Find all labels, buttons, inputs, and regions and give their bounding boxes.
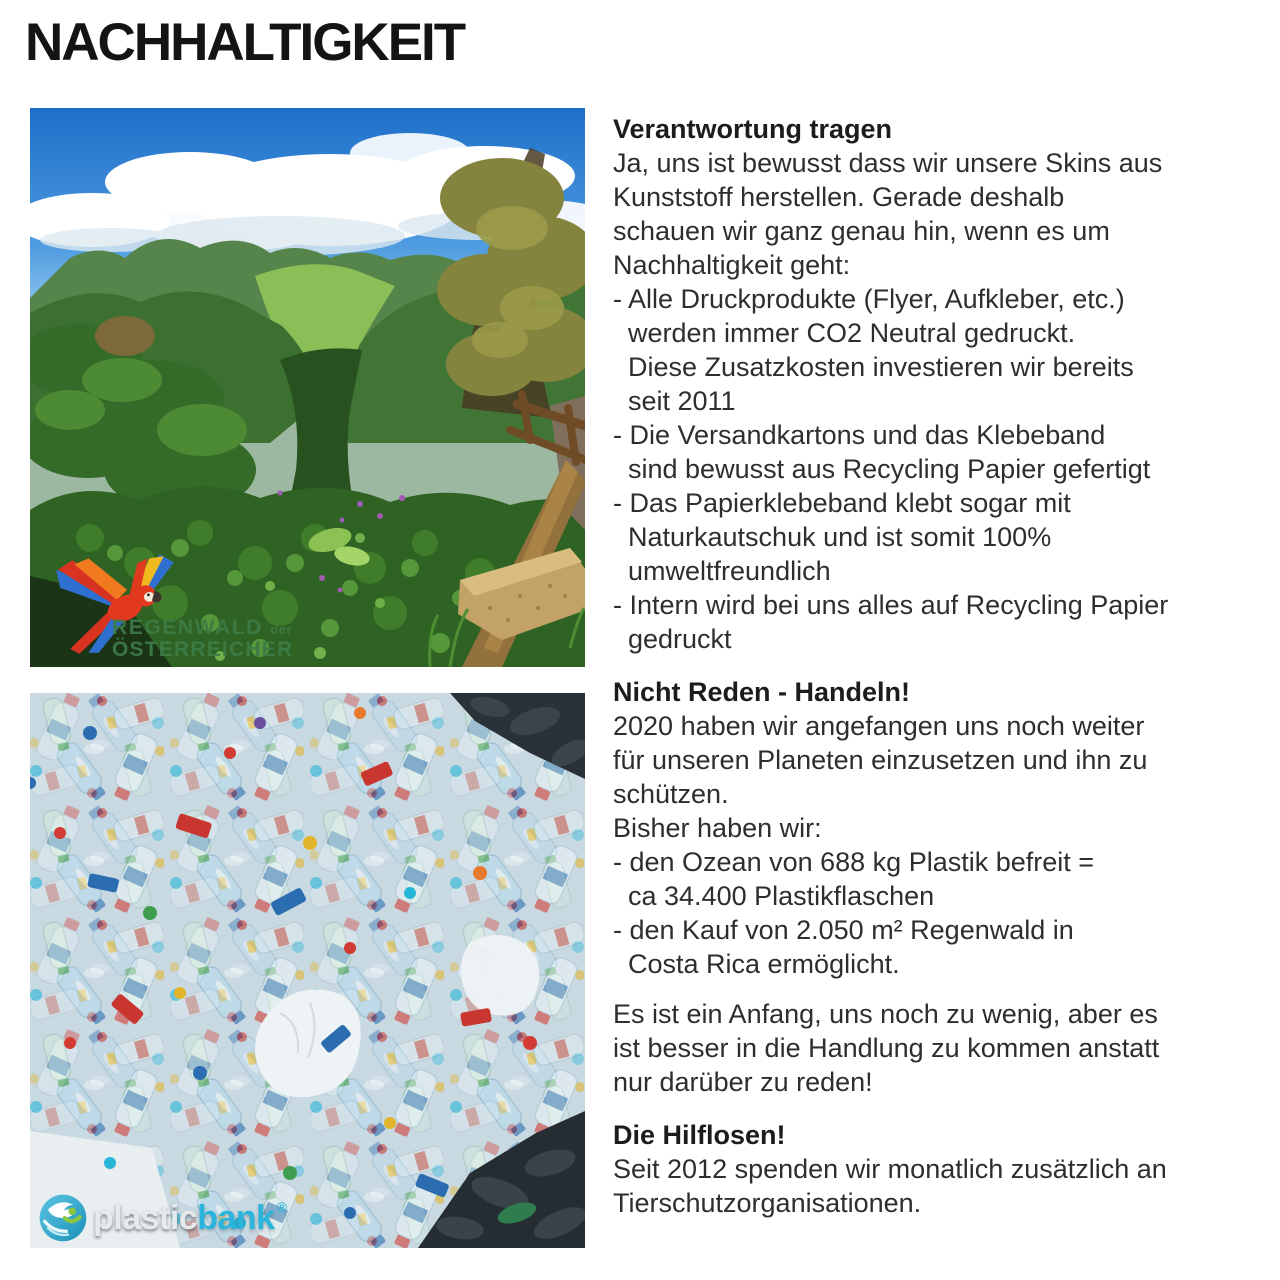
- bullet-line: - den Kauf von 2.050 m² Regenwald in: [613, 915, 1074, 945]
- plasticbank-icon: [38, 1193, 88, 1243]
- bullet-line: - Das Papierklebeband klebt sogar mit: [613, 488, 1071, 518]
- plastic-bottles-photo: [30, 693, 585, 1248]
- bottle-pile-scene: [30, 693, 585, 1248]
- text-line: gedruckt: [628, 624, 732, 654]
- text-line: Tierschutzorganisationen.: [613, 1188, 922, 1218]
- text-line: Es ist ein Anfang, uns noch zu wenig, aber es: [613, 999, 1158, 1029]
- regenwald-der: der: [270, 621, 292, 637]
- text-line: schützen.: [613, 779, 729, 809]
- plasticbank-word-bank: bank: [197, 1198, 275, 1237]
- bullet-line: - den Ozean von 688 kg Plastik befreit =: [613, 847, 1095, 877]
- section-heading: Die Hilflosen!: [613, 1120, 786, 1150]
- text-line: seit 2011: [628, 386, 736, 416]
- text-line: Kunststoff herstellen. Gerade deshalb: [613, 182, 1065, 212]
- text-line: Ja, uns ist bewusst dass wir unsere Skins aus: [613, 148, 1163, 178]
- regenwald-logo-line2: ÖSTERREICHER: [112, 638, 294, 662]
- plasticbank-word-plastic: plastic: [93, 1198, 198, 1237]
- page-title: NACHHALTIGKEIT: [25, 13, 465, 72]
- text-line: sind bewusst aus Recycling Papier gefertigt: [628, 454, 1151, 484]
- regenwald-logo-line1: [112, 617, 293, 640]
- text-line: werden immer CO2 Neutral gedruckt.: [628, 318, 1076, 348]
- registered-trademark-symbol: ®: [276, 1198, 287, 1215]
- text-line: Diese Zusatzkosten investieren wir bereits: [628, 352, 1134, 382]
- text-line: Nachhaltigkeit geht:: [613, 250, 851, 280]
- plasticbank-logo: [38, 1193, 286, 1243]
- text-line: nur darüber zu reden!: [613, 1067, 873, 1097]
- text-line: Seit 2012 spenden wir monatlich zusätzlich an: [613, 1154, 1167, 1184]
- section-die-hilflosen: [613, 1118, 1275, 1220]
- section-nicht-reden: [613, 675, 1275, 1099]
- bullet-line: - Intern wird bei uns alles auf Recycling Papier: [613, 590, 1169, 620]
- text-line: umweltfreundlich: [628, 556, 831, 586]
- text-line: für unseren Planeten einzusetzen und ihn zu: [613, 745, 1148, 775]
- plasticbank-wordmark: [93, 1199, 286, 1238]
- bullet-line: - Alle Druckprodukte (Flyer, Aufkleber, etc.): [613, 284, 1125, 314]
- rainforest-photo: [30, 108, 585, 667]
- section-verantwortung: [613, 112, 1275, 656]
- regenwald-logo: [112, 617, 293, 662]
- text-line: schauen wir ganz genau hin, wenn es um: [613, 216, 1110, 246]
- text-line: 2020 haben wir angefangen uns noch weiter: [613, 711, 1145, 741]
- bullet-line: - Die Versandkartons und das Klebeband: [613, 420, 1106, 450]
- text-line: ist besser in die Handlung zu kommen anstatt: [613, 1033, 1160, 1063]
- section-heading: Verantwortung tragen: [613, 114, 893, 144]
- text-line: Bisher haben wir:: [613, 813, 822, 843]
- text-line: ca 34.400 Plastikflaschen: [628, 881, 935, 911]
- text-line: Costa Rica ermöglicht.: [628, 949, 900, 979]
- section-heading: Nicht Reden - Handeln!: [613, 677, 911, 707]
- text-line: Naturkautschuk und ist somit 100%: [628, 522, 1052, 552]
- text-column: [613, 112, 1275, 1220]
- regenwald-word: REGENWALD: [112, 615, 263, 639]
